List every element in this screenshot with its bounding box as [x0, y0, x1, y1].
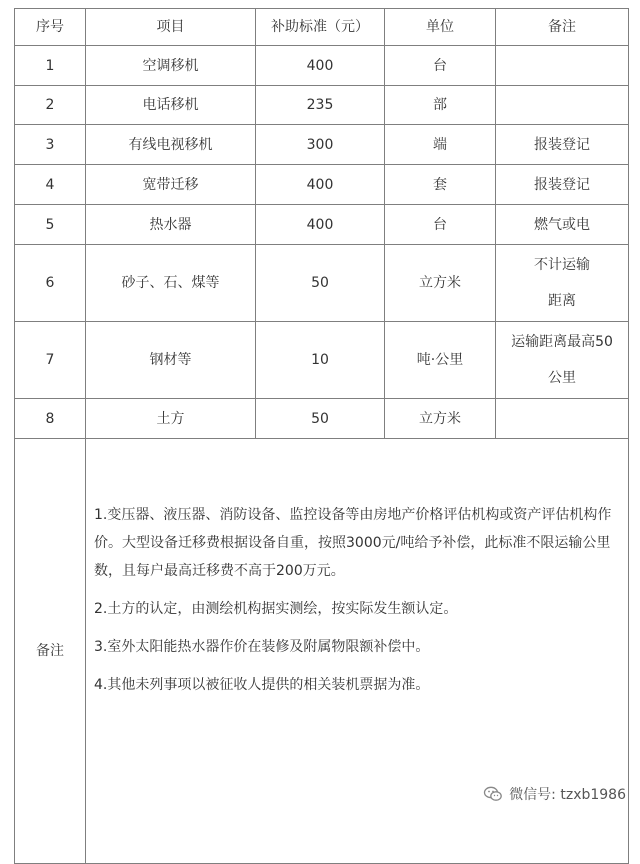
watermark-text: 微信号: tzxb1986 — [509, 787, 626, 803]
row-amount: 10 — [256, 322, 385, 399]
row-remark-line1: 报装登记 — [534, 136, 590, 153]
note-item-2: 2.土方的认定，由测绘机构据实测绘，按实际发生额认定。 — [94, 601, 458, 617]
header-item: 项目 — [86, 9, 256, 46]
row-remark — [496, 165, 629, 205]
row-item: 热水器 — [86, 205, 256, 245]
row-remark — [496, 245, 629, 322]
row-unit: 立方米 — [385, 399, 496, 439]
row-amount: 50 — [256, 399, 385, 439]
row-unit: 台 — [385, 205, 496, 245]
row-amount: 400 — [256, 165, 385, 205]
row-remark-line1: 运输距离最高50 — [511, 334, 613, 350]
row-no: 2 — [15, 86, 86, 125]
row-unit: 端 — [385, 125, 496, 165]
row-amount: 400 — [256, 205, 385, 245]
row-amount: 235 — [256, 86, 385, 125]
header-no: 序号 — [15, 9, 86, 46]
table-header-row — [15, 9, 629, 46]
table-row — [15, 46, 629, 86]
row-remark — [496, 125, 629, 165]
row-remark — [496, 399, 629, 439]
note-item-4: 4.其他未列事项以被征收人提供的相关装机票据为准。 — [94, 677, 430, 693]
row-no: 5 — [15, 205, 86, 245]
row-item: 空调移机 — [86, 46, 256, 86]
row-no: 3 — [15, 125, 86, 165]
row-amount: 400 — [256, 46, 385, 86]
row-item: 钢材等 — [86, 322, 256, 399]
row-unit: 部 — [385, 86, 496, 125]
row-remark-line1: 燃气或电 — [534, 216, 590, 233]
row-remark — [496, 205, 629, 245]
row-amount: 50 — [256, 245, 385, 322]
row-item: 土方 — [86, 399, 256, 439]
row-remark-line1: 报装登记 — [534, 176, 590, 193]
row-item: 宽带迁移 — [86, 165, 256, 205]
table-row — [15, 205, 629, 245]
row-remark — [496, 86, 629, 125]
row-no: 8 — [15, 399, 86, 439]
row-unit: 立方米 — [385, 245, 496, 322]
row-remark-line1: 不计运输 — [534, 257, 590, 273]
table-row — [15, 322, 629, 399]
note-item-3: 3.室外太阳能热水器作价在装修及附属物限额补偿中。 — [94, 639, 430, 655]
row-remark-line2: 距离 — [548, 293, 576, 309]
row-remark — [496, 46, 629, 86]
row-no: 7 — [15, 322, 86, 399]
row-item: 有线电视移机 — [86, 125, 256, 165]
table-row — [15, 165, 629, 205]
row-unit: 套 — [385, 165, 496, 205]
row-item: 砂子、石、煤等 — [86, 245, 256, 322]
header-amount: 补助标准（元） — [256, 9, 385, 46]
wechat-watermark — [483, 784, 626, 804]
table-row — [15, 399, 629, 439]
table-row — [15, 86, 629, 125]
wechat-icon — [483, 784, 503, 804]
table-row — [15, 125, 629, 165]
row-remark — [496, 322, 629, 399]
note-item-1: 1.变压器、液压器、消防设备、监控设备等由房地产价格评估机构或资产评估机构作价。大型设备迁移费根据设备自重，按照3000元/吨给予补偿，此标准不限运输公里数，且每户最高迁移费不高于200万元。 — [94, 507, 612, 579]
header-unit: 单位 — [385, 9, 496, 46]
subsidy-table — [14, 8, 629, 864]
table-row — [15, 245, 629, 322]
row-no: 6 — [15, 245, 86, 322]
row-remark-line2: 公里 — [548, 370, 576, 386]
row-unit: 台 — [385, 46, 496, 86]
row-item: 电话移机 — [86, 86, 256, 125]
header-remark: 备注 — [496, 9, 629, 46]
row-no: 1 — [15, 46, 86, 86]
row-no: 4 — [15, 165, 86, 205]
note-label: 备注 — [15, 439, 86, 864]
row-unit: 吨·公里 — [385, 322, 496, 399]
row-amount: 300 — [256, 125, 385, 165]
